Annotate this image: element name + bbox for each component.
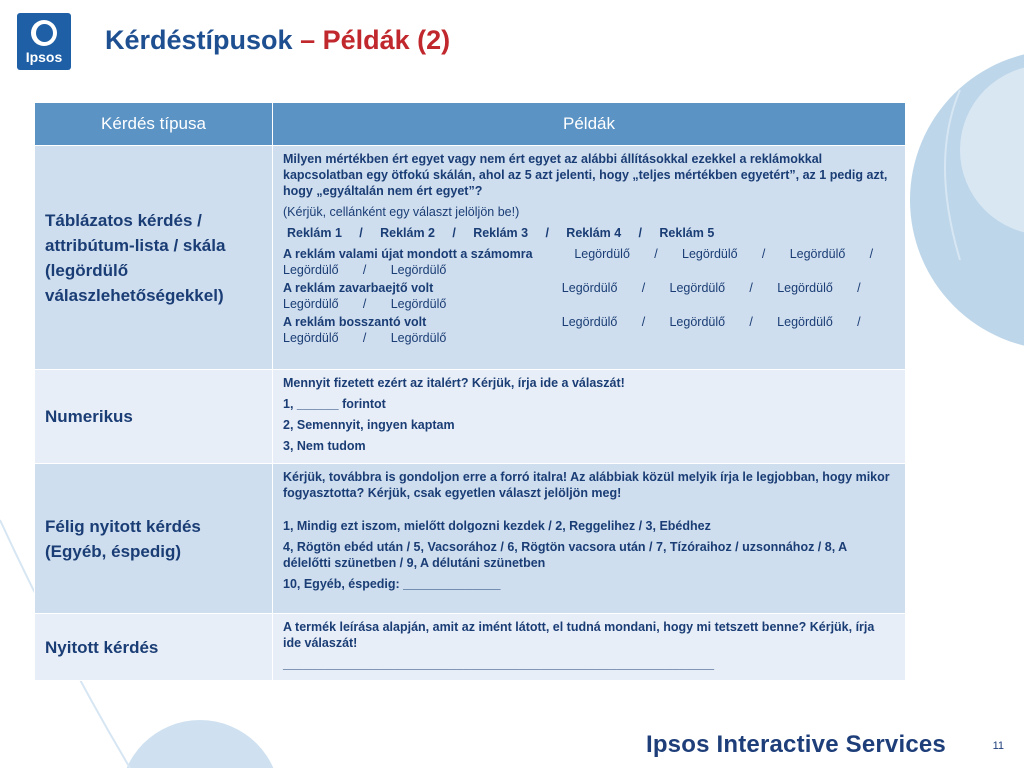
table-row [35,370,906,464]
example-option: 2, Semennyit, ingyen kaptam [283,418,455,432]
list-item [283,280,895,312]
table-row [35,146,906,370]
row-examples [273,464,906,614]
example-instruction: (Kérjük, cellánként egy választ jelöljön be!) [283,205,520,219]
example-option: 1, ______ forintot [283,397,386,411]
header-question-type: Kérdés típusa [35,103,273,146]
row-type-label: Táblázatos kérdés / attribútum-lista / skála (legördülő válaszlehetőségekkel) [35,146,273,370]
table-row [35,614,906,681]
row-type-label: Nyitott kérdés [35,614,273,681]
page-number: 11 [992,740,1004,752]
deco-arc [945,90,960,260]
item-label: A reklám zavarbaejtő volt [283,281,434,295]
deco-circle-right-inner [960,65,1024,235]
ipsos-logo [17,13,71,70]
table-header-row [35,103,906,146]
answer-line: ______________________________________________________________ [283,657,715,671]
example-question: Milyen mértékben ért egyet vagy nem ért egyet az alábbi állításokkal ezekkel a reklámokkal kapcsolatban egy ötfokú skálán, ahol az 5 azt jelenti, hogy „teljes mértékben egyetért”, az 1 pedig azt, hogy „egyáltalán nem ért egyet”? [283,152,888,198]
example-question: A termék leírása alapján, amit az imént látott, el tudná mondani, hogy mi tetszett benne? Kérjük, írja ide válaszát! [283,620,875,650]
list-item [283,314,895,346]
question-types-table [34,102,906,681]
example-option: 4, Rögtön ebéd után / 5, Vacsorához / 6, Rögtön vacsora után / 7, Tízóraihoz / uzsonnához / 8, A délelőtti szünetben / 9, A délutáni szünetben [283,540,847,570]
row-examples [273,370,906,464]
table-row [35,464,906,614]
deco-circle-right [910,50,1024,350]
list-item [283,246,898,278]
header-examples: Példák [273,103,906,146]
title-separator: – [300,25,316,55]
row-examples [273,614,906,681]
row-examples [273,146,906,370]
logo-text: Ipsos [25,49,63,65]
example-question: Mennyit fizetett ezért az italért? Kérjük, írja ide a válaszát! [283,376,625,390]
title-main: Kérdéstípusok [105,25,293,55]
footer-brand: Ipsos Interactive Services [645,731,946,758]
example-option: 1, Mindig ezt iszom, mielőtt dolgozni kezdek / 2, Reggelihez / 3, Ebédhez [283,519,711,533]
item-values: Legördülő / Legördülő / Legördülő / Legördülő / Legördülő [283,247,898,277]
item-label: A reklám valami újat mondott a számomra [283,247,533,261]
example-columns: Reklám 1 / Reklám 2 / Reklám 3 / Reklám 4 / Reklám 5 [287,226,715,240]
page-title [105,25,450,56]
item-label: A reklám bosszantó volt [283,315,427,329]
example-question: Kérjük, továbbra is gondoljon erre a forró italra! Az alábbiak közül melyik írja le legjobban, hogy mikor fogyasztotta? Kérjük, csak egyetlen választ jelöljön meg! [283,470,890,500]
example-option: 10, Egyéb, éspedig: ______________ [283,577,501,591]
example-option: 3, Nem tudom [283,439,366,453]
item-values: Legördülő / Legördülő / Legördülő / Legördülő / Legördülő [283,281,885,311]
item-values: Legördülő / Legördülő / Legördülő / Legördülő / Legördülő [283,315,885,345]
row-type-label: Félig nyitott kérdés (Egyéb, éspedig) [35,464,273,614]
deco-circle-bottom [120,720,280,768]
row-type-label: Numerikus [35,370,273,464]
title-accent: Példák (2) [322,25,451,55]
